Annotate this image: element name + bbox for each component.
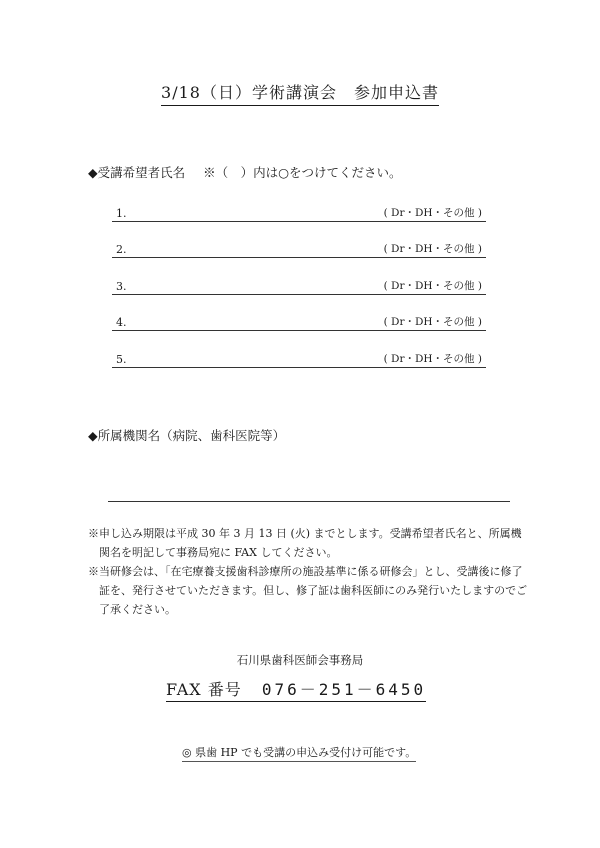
hp-note: ◎ 県歯 HP でも受講の申込み受付け可能です。	[182, 744, 416, 762]
participant-role-options: ( Dr・DH・その他 )	[383, 353, 482, 365]
fax-block	[166, 677, 426, 702]
participant-role-options: ( Dr・DH・その他 )	[383, 316, 482, 328]
note-certificate: ※当研修会は、「在宅療養支援歯科診療所の施設基準に係る研修会」とし、受講後に修了証を、発行させていただきます。但し、修了証は歯科医師にのみ発行いたしますのでご了承ください。	[88, 565, 528, 616]
participant-line-2[interactable]	[112, 241, 486, 258]
participant-number: 4.	[116, 316, 127, 329]
participant-number: 3.	[116, 280, 127, 293]
affiliation-line[interactable]	[108, 501, 510, 502]
participant-line-5[interactable]	[112, 351, 486, 368]
participants-heading-text: ◆受講希望者氏名	[88, 165, 186, 180]
participant-line-4[interactable]	[112, 314, 486, 331]
affiliation-heading-text: ◆所属機関名（病院、歯科医院等）	[88, 428, 286, 443]
affiliation-heading	[88, 426, 285, 444]
form-title	[0, 80, 600, 106]
fax-number: 076－251－6450	[261, 680, 427, 699]
participant-role-options: ( Dr・DH・その他 )	[383, 280, 482, 292]
participants-heading	[88, 163, 402, 181]
participant-number: 1.	[116, 207, 127, 220]
participant-line-1[interactable]	[112, 205, 486, 222]
participant-role-options: ( Dr・DH・その他 )	[383, 243, 482, 255]
fax-label: FAX 番号	[166, 680, 242, 699]
participants-instruction: ※（ ）内は○をつけてください。	[203, 165, 402, 180]
note-deadline: ※申し込み期限は平成 30 年 3 月 13 日 (火) までとします。受講希望者氏名と、所属機関名を明記して事務局宛に FAX してください。	[88, 527, 522, 559]
form-title-text: 3/18（日）学術講演会 参加申込書	[161, 80, 439, 106]
office-name: 石川県歯科医師会事務局	[236, 653, 364, 667]
notes	[88, 524, 528, 619]
participant-number: 5.	[116, 353, 127, 366]
participant-line-3[interactable]	[112, 278, 486, 295]
participant-number: 2.	[116, 243, 127, 256]
participant-role-options: ( Dr・DH・その他 )	[383, 207, 482, 219]
